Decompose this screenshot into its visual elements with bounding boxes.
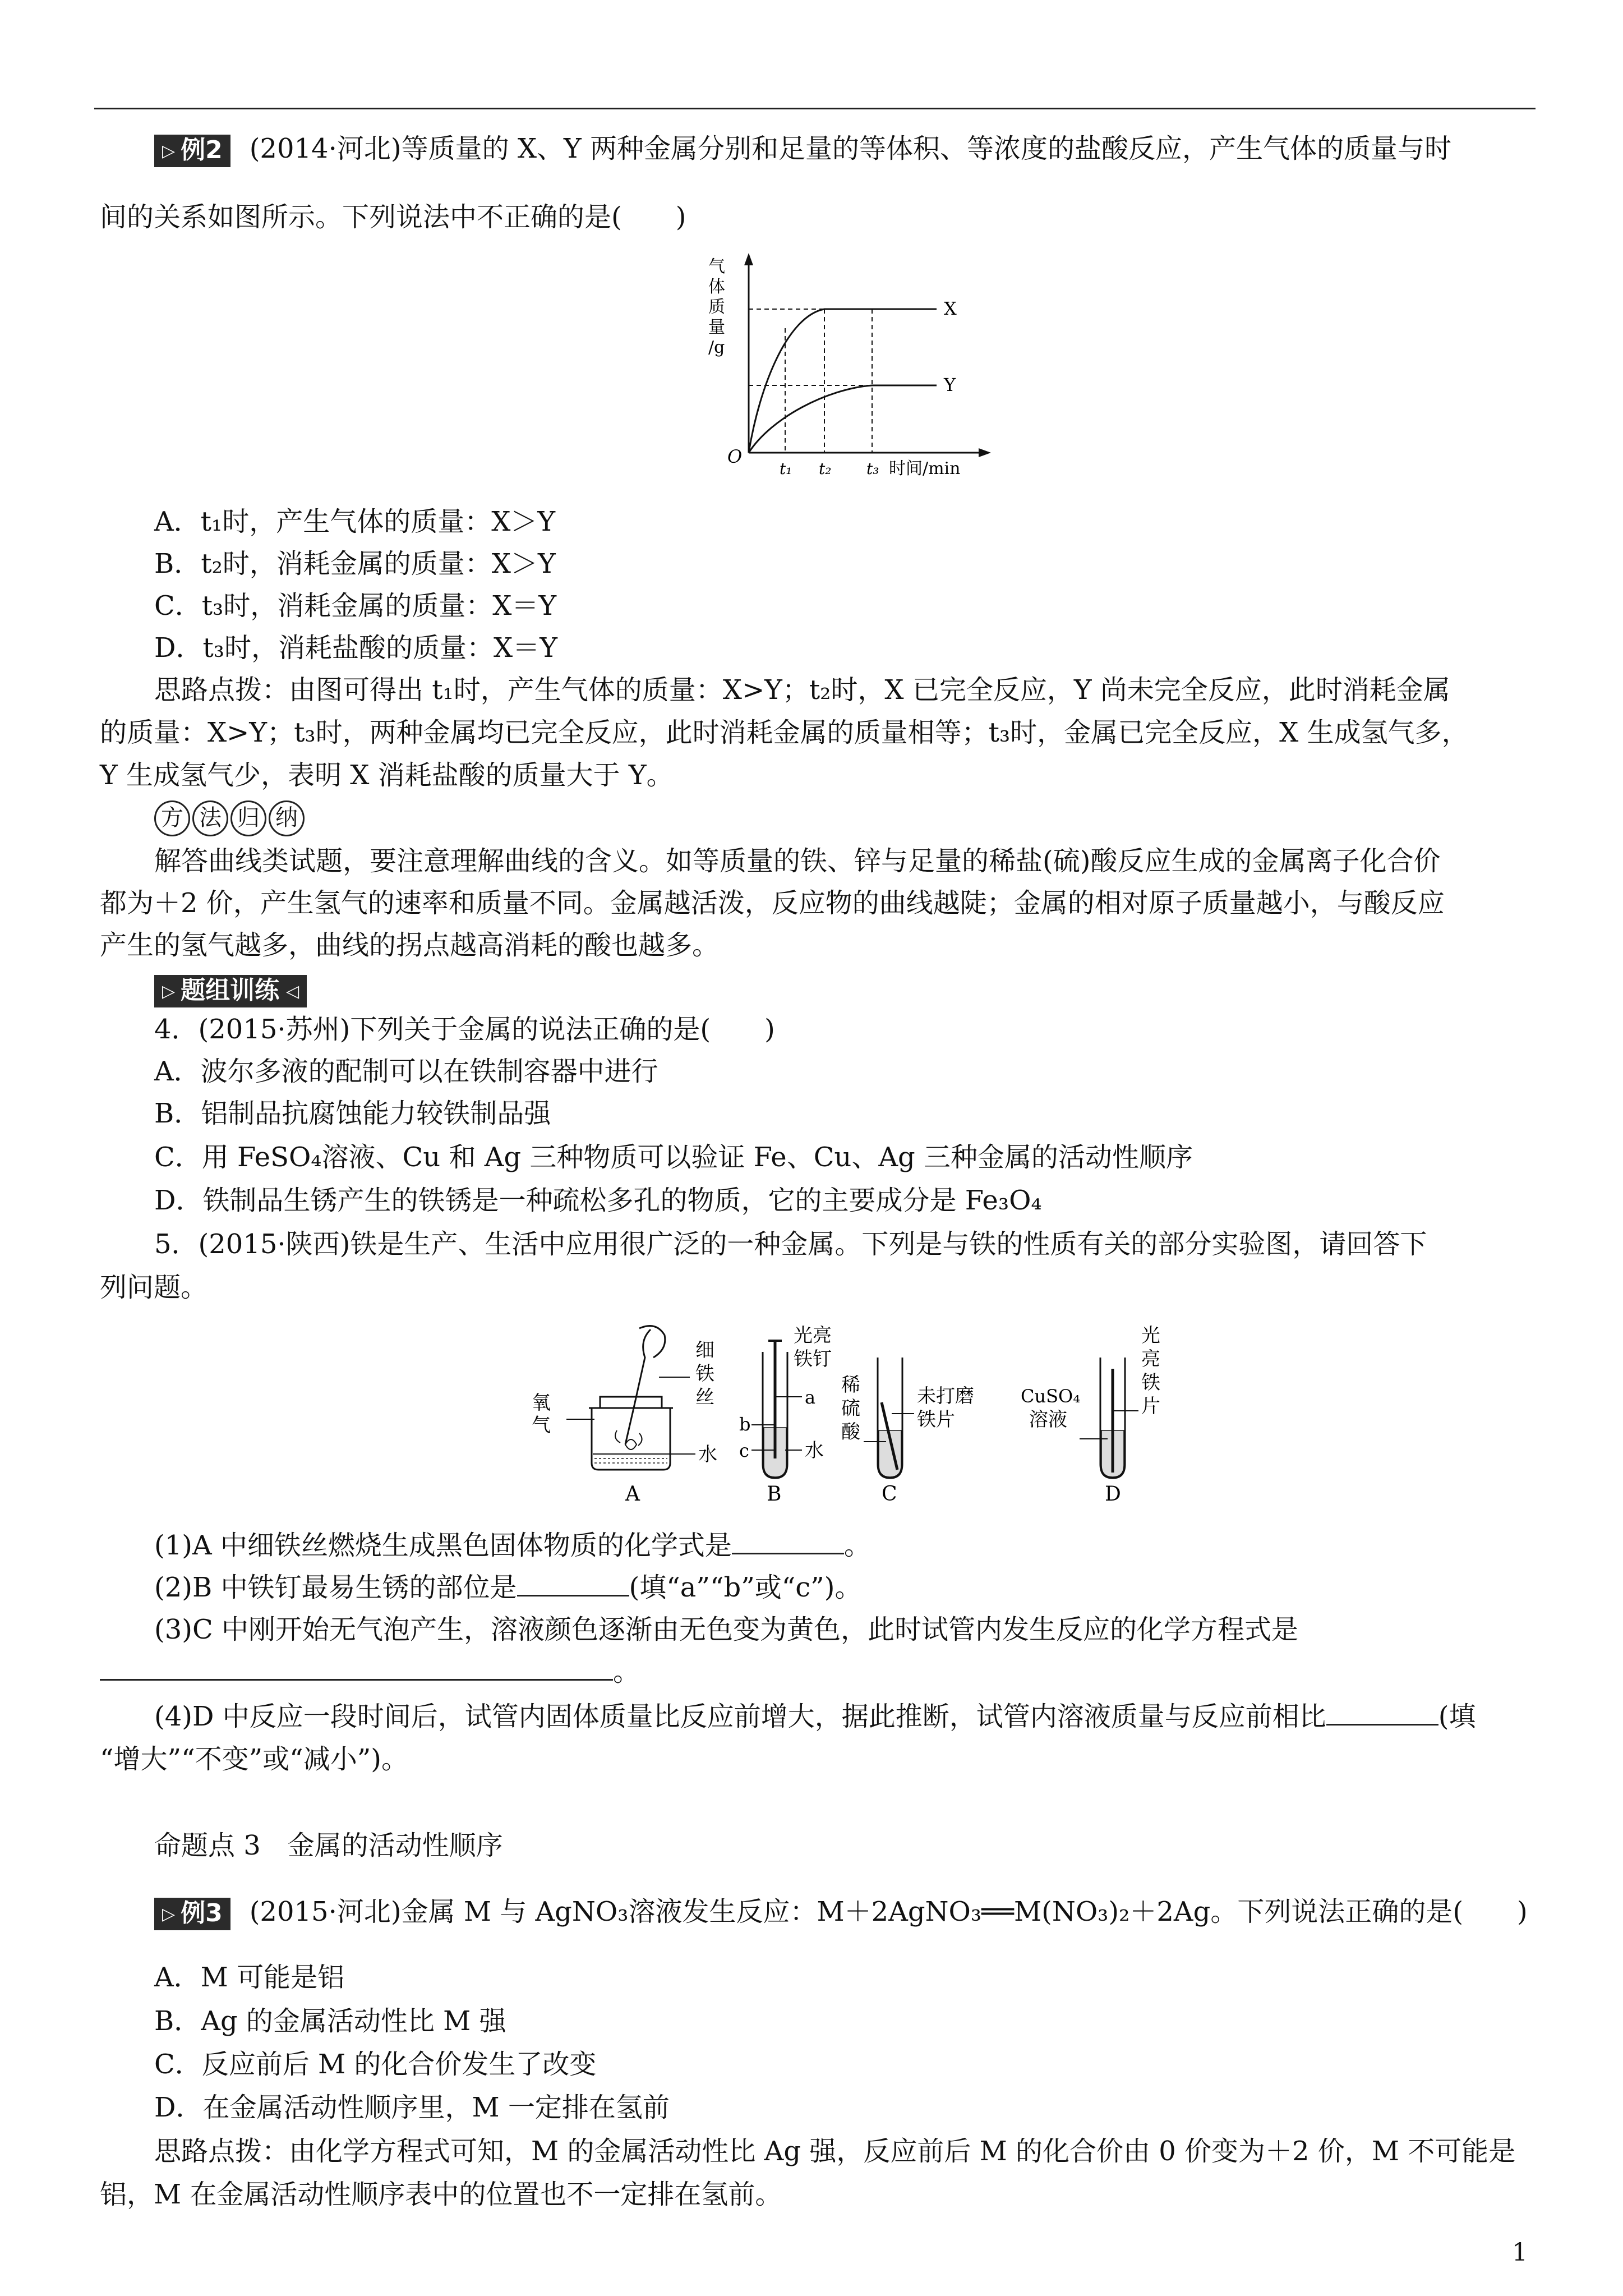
q4-option-c: C．用 FeSO₄溶液、Cu 和 Ag 三种物质可以验证 Fe、Cu、Ag 三种金属的活动性顺序 — [154, 1142, 1193, 1173]
method-text-line-1: 解答曲线类试题，要注意理解曲线的含义。如等质量的铁、锌与足量的稀盐(硫)酸反应生成的金属离子化合价 — [154, 845, 1441, 877]
b-b: b — [739, 1414, 751, 1435]
apparatus-d — [1080, 1358, 1138, 1478]
gas-mass-time-graph — [704, 250, 995, 485]
answer-blank-3[interactable] — [100, 1657, 613, 1681]
method-char-1: 方 — [154, 800, 190, 836]
b-a: a — [805, 1387, 816, 1408]
d-solution-2: 溶液 — [1029, 1409, 1067, 1431]
a-wire-1: 细 — [695, 1339, 714, 1361]
label-c: C — [882, 1483, 897, 1506]
topic-3-title: 命题点 3 金属的活动性顺序 — [154, 1830, 503, 1861]
ex2-hint-line-2: 的质量：X>Y；t₃时，两种金属均已完全反应，此时消耗金属的质量相等；t₃时，金属已完全反应，X 生成氢气多， — [100, 717, 1469, 748]
q5-sub-1: (1)A 中细铁丝燃烧生成黑色固体物质的化学式是 。 — [154, 1530, 871, 1561]
c-sheet-1: 未打磨 — [917, 1385, 974, 1407]
method-char-3: 归 — [230, 800, 266, 836]
example-2-stem-line-2: 间的关系如图所示。下列说法中不正确的是( ) — [100, 201, 686, 233]
apparatus-a — [566, 1326, 695, 1470]
b-c: c — [739, 1440, 749, 1461]
iron-experiment-figure — [505, 1318, 1206, 1515]
a-oxygen-2: 气 — [532, 1414, 551, 1437]
c-acid-1: 稀 — [841, 1374, 860, 1396]
ex2-option-d: D．t₃时，消耗盐酸的质量：X＝Y — [154, 632, 557, 664]
q5-sub-2: (2)B 中铁钉最易生锈的部位是 (填“a”“b”或“c”)。 — [154, 1572, 862, 1603]
curve-x-label: X — [944, 298, 957, 319]
c-acid-2: 硫 — [841, 1397, 860, 1420]
d-sheet-2: 亮 — [1141, 1348, 1160, 1370]
training-badge: ▷ 题组训练 ◁ — [154, 975, 307, 1007]
ex3-option-d: D．在金属活动性顺序里，M 一定排在氢前 — [154, 2092, 670, 2123]
tick-t1: t₁ — [780, 459, 792, 478]
q5-stem-line-2: 列问题。 — [100, 1272, 208, 1303]
tick-t3: t₃ — [866, 459, 879, 478]
example-2-badge: ▷ 例2 — [154, 135, 230, 167]
answer-blank-2[interactable] — [517, 1572, 629, 1596]
q5-sub-3-blank-line: 。 — [100, 1655, 640, 1688]
answer-blank-1[interactable] — [732, 1530, 844, 1554]
q5-sub-4-line-2: “增大”“不变”或“减小”)。 — [100, 1743, 408, 1775]
a-oxygen-1: 氧 — [532, 1392, 551, 1414]
curve-y-label: Y — [944, 374, 956, 395]
graph-ylabel-1: 气 — [708, 257, 725, 277]
header-rule — [94, 108, 1536, 109]
ex2-option-c: C．t₃时，消耗金属的质量：X＝Y — [154, 590, 557, 622]
q5-stem-line-1: 5．(2015·陕西)铁是生产、生活中应用很广泛的一种金属。下列是与铁的性质有关的部分实验图，请回答下 — [154, 1228, 1427, 1260]
a-water: 水 — [698, 1443, 717, 1466]
q4-option-a: A．波尔多液的配制可以在铁制容器中进行 — [154, 1056, 658, 1087]
answer-blank-4[interactable] — [1326, 1701, 1438, 1726]
graph-origin: O — [727, 446, 743, 467]
ex2-option-b: B．t₂时，消耗金属的质量：X＞Y — [154, 548, 556, 579]
b-nail-2: 铁钉 — [794, 1348, 832, 1370]
d-sheet-1: 光 — [1141, 1324, 1160, 1347]
method-summary-heading — [154, 799, 307, 836]
ex3-option-b: B．Ag 的金属活动性比 M 强 — [154, 2005, 506, 2037]
curve-x — [749, 309, 937, 453]
q4-stem: 4．(2015·苏州)下列关于金属的说法正确的是( ) — [154, 1014, 775, 1045]
graph-xlabel: 时间/min — [889, 459, 961, 478]
method-char-4: 纳 — [269, 800, 305, 836]
label-d: D — [1105, 1483, 1121, 1506]
ex2-hint-line-1: 思路点拨：由图可得出 t₁时，产生气体的质量：X>Y；t₂时，X 已完全反应，Y 尚未完全反应，此时消耗金属 — [154, 674, 1450, 706]
ex3-option-a: A．M 可能是铝 — [154, 1962, 345, 1993]
method-char-2: 法 — [192, 800, 228, 836]
q5-sub-3: (3)C 中刚开始无气泡产生，溶液颜色逐渐由无色变为黄色，此时试管内发生反应的化学方程式是 — [154, 1614, 1298, 1645]
graph-ylabel-5: /g — [708, 338, 725, 357]
b-water: 水 — [805, 1439, 824, 1462]
page-number: 1 — [1512, 2238, 1528, 2267]
tick-t2: t₂ — [819, 459, 832, 478]
a-wire-2: 铁 — [695, 1363, 714, 1385]
c-acid-3: 酸 — [841, 1421, 860, 1443]
d-sheet-3: 铁 — [1141, 1372, 1160, 1394]
ex3-hint-line-1: 思路点拨：由化学方程式可知，M 的金属活动性比 Ag 强，反应前后 M 的化合价由 0 价变为＋2 价，M 不可能是 — [154, 2136, 1516, 2167]
method-text-line-3: 产生的氢气越多，曲线的拐点越高消耗的酸也越多。 — [100, 930, 720, 961]
curve-y — [749, 385, 937, 453]
example-2-stem-line-1: ▷ 例2 (2014·河北)等质量的 X、Y 两种金属分别和足量的等体积、等浓度的盐酸反应，产生气体的质量与时 — [154, 132, 1451, 167]
d-sheet-4: 片 — [1141, 1395, 1160, 1418]
a-wire-3: 丝 — [695, 1386, 714, 1409]
q5-sub-4: (4)D 中反应一段时间后，试管内固体质量比反应前增大，据此推断，试管内溶液质量与反应前相比 (填 — [154, 1701, 1476, 1732]
graph-ylabel-3: 质 — [708, 297, 725, 317]
graph-ylabel-2: 体 — [708, 277, 725, 297]
d-solution-1: CuSO₄ — [1021, 1386, 1081, 1407]
graph-ylabel-4: 量 — [708, 318, 725, 337]
label-a: A — [625, 1483, 640, 1506]
q4-option-b: B．铝制品抗腐蚀能力较铁制品强 — [154, 1098, 551, 1129]
ex3-option-c: C．反应前后 M 的化合价发生了改变 — [154, 2049, 597, 2080]
q4-option-d: D．铁制品生锈产生的铁锈是一种疏松多孔的物质，它的主要成分是 Fe₃O₄ — [154, 1185, 1042, 1216]
ex2-hint-line-3: Y 生成氢气少，表明 X 消耗盐酸的质量大于 Y。 — [100, 760, 674, 791]
example-3-stem: ▷ 例3 (2015·河北)金属 M 与 AgNO₃溶液发生反应：M＋2AgNO₃══M(NO₃)₂＋2Ag。下列说法正确的是( ) — [154, 1895, 1528, 1930]
ex3-hint-line-2: 铝，M 在金属活动性顺序表中的位置也不一定排在氢前。 — [100, 2179, 782, 2210]
example-3-badge: ▷ 例3 — [154, 1898, 230, 1930]
ex2-option-a: A．t₁时，产生气体的质量：X＞Y — [154, 506, 556, 537]
b-nail-1: 光亮 — [794, 1324, 832, 1347]
training-heading — [154, 972, 326, 1007]
apparatus-c — [864, 1358, 914, 1478]
label-b: B — [767, 1483, 782, 1506]
method-text-line-2: 都为＋2 价，产生氢气的速率和质量不同。金属越活泼，反应物的曲线越陡；金属的相对原子质量越小，与酸反应 — [100, 887, 1445, 919]
c-sheet-2: 铁片 — [917, 1409, 955, 1431]
